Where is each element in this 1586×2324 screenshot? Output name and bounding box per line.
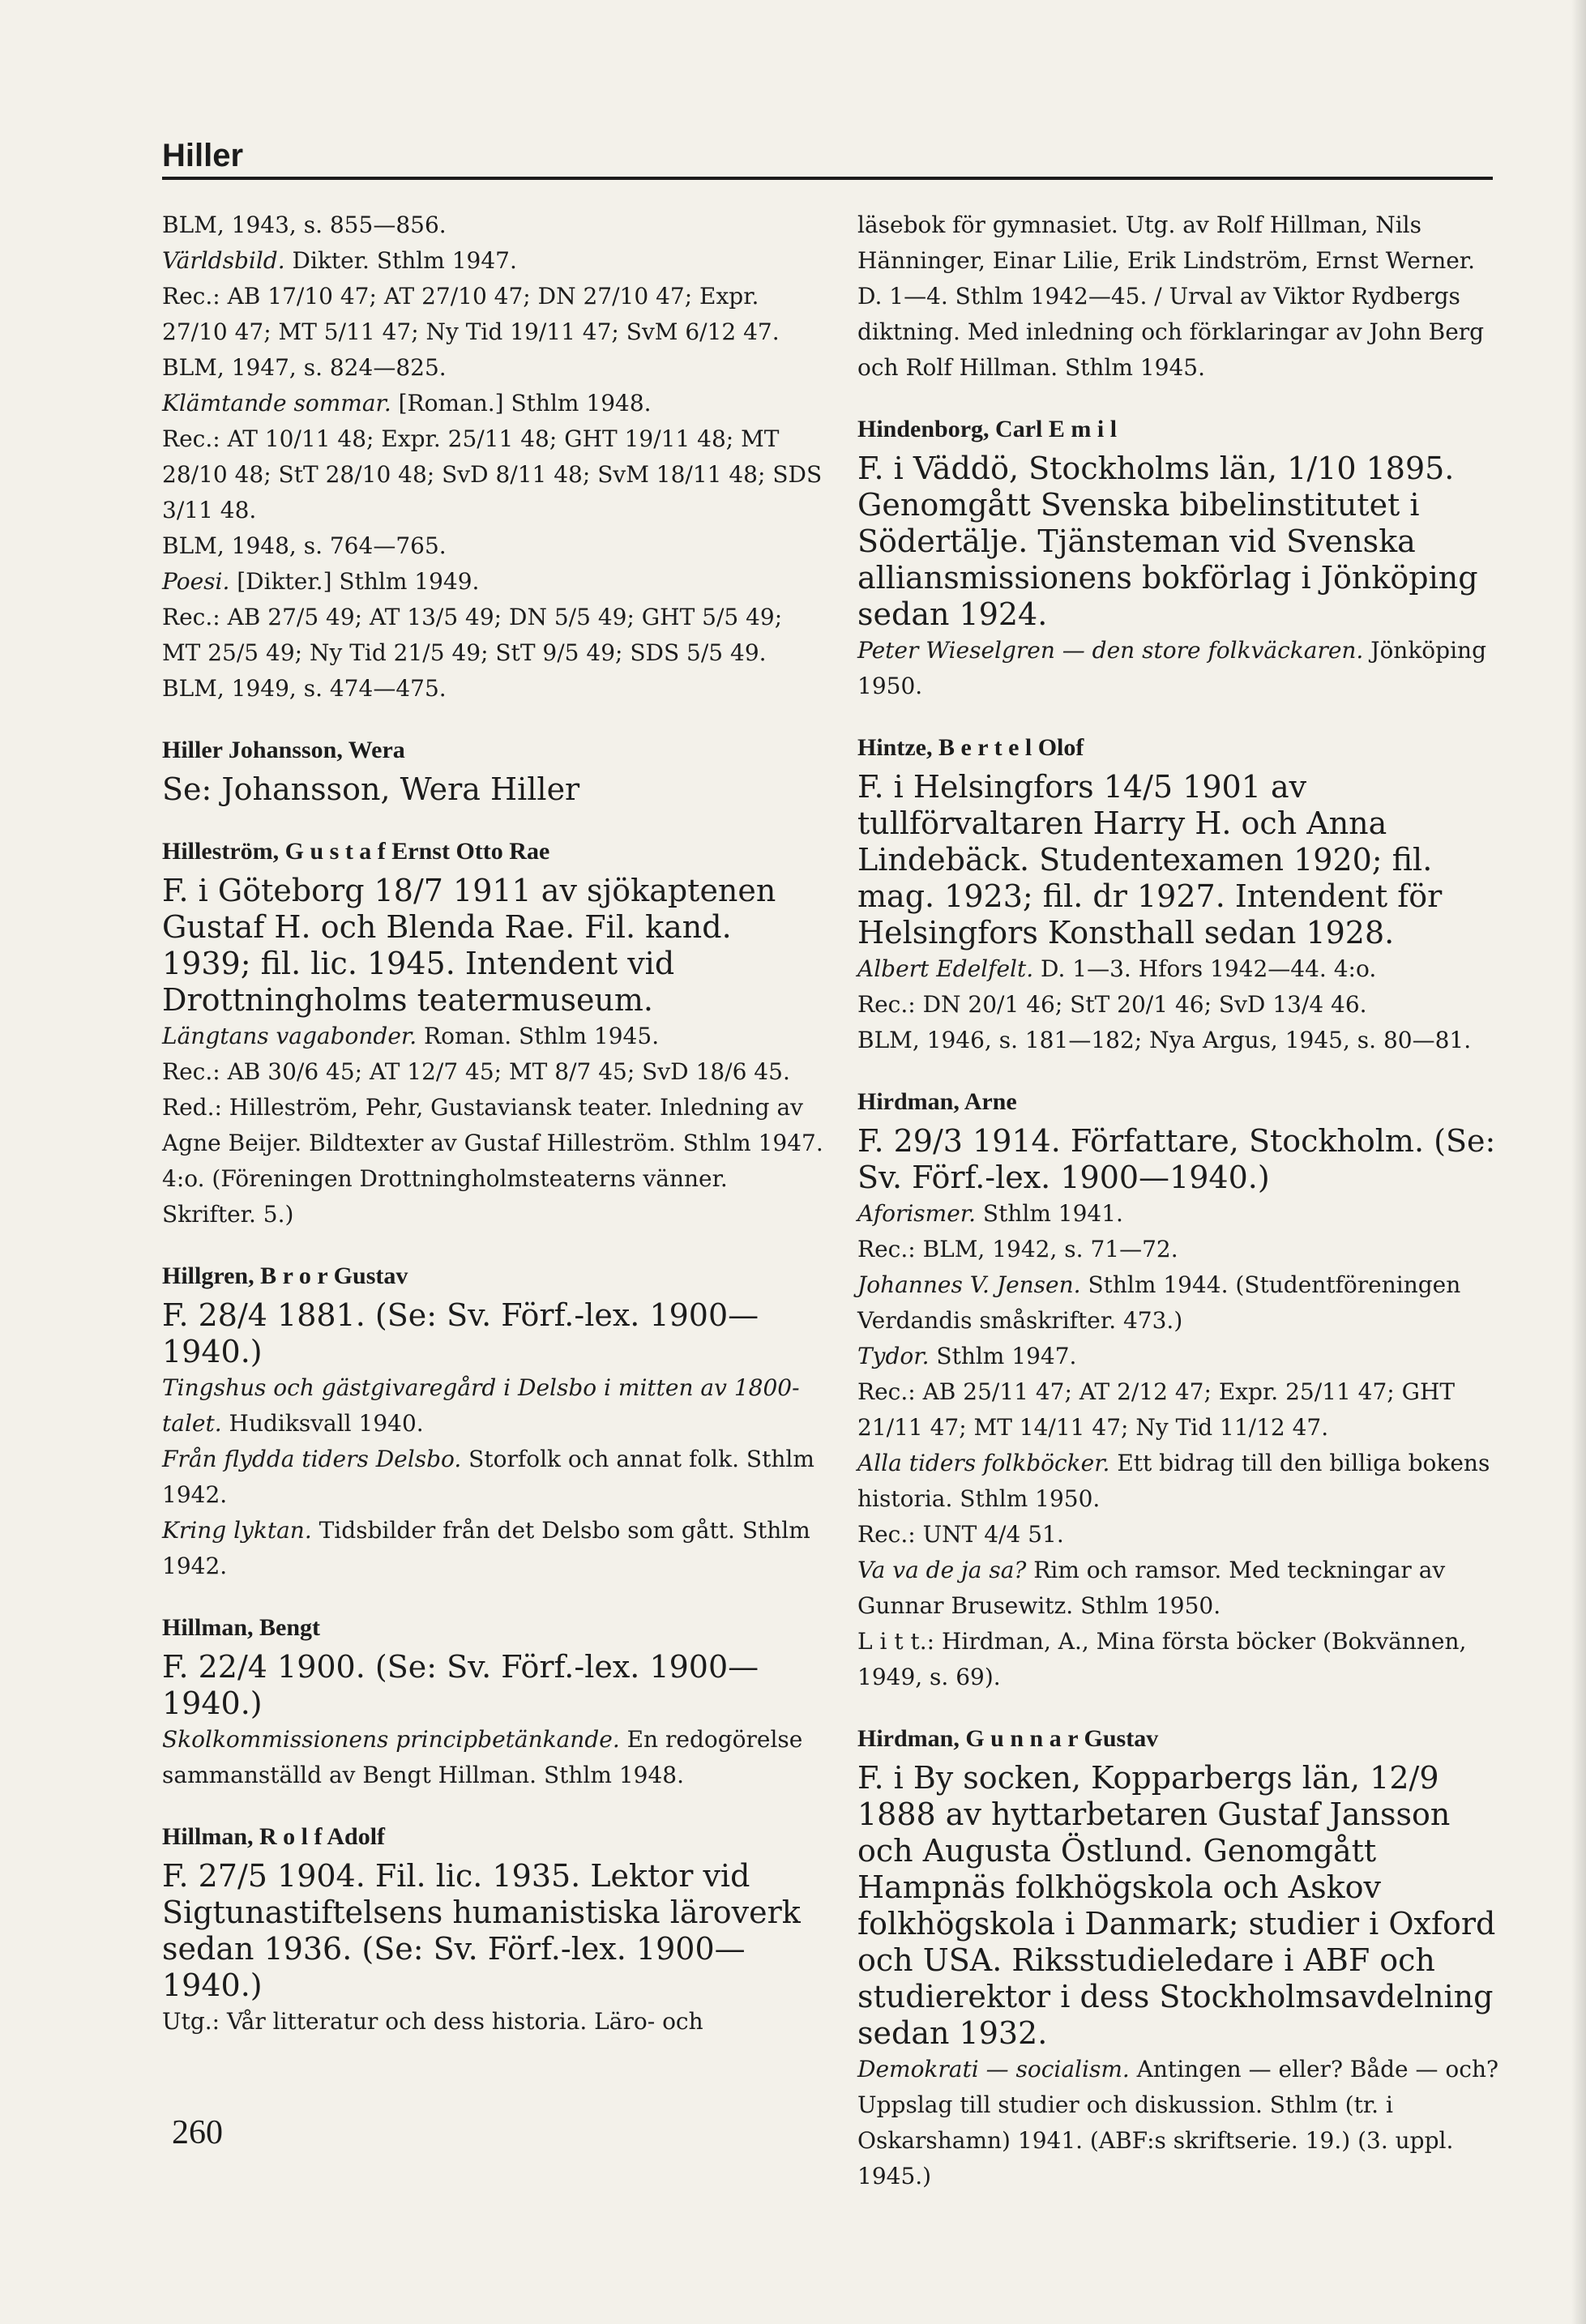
work-entry [857, 1553, 1506, 1624]
entry-biography: F. 29/3 1914. Författare, Stockholm. (Se: Sv. Förf.-lex. 1900—1940.) [857, 1123, 1496, 1195]
reference-line: Rec.: AB 27/5 49; AT 13/5 49; DN 5/5 49; GHT 5/5 49; MT 25/5 49; Ny Tid 21/5 49; StT 9/5 49; SDS 5/5 49. [162, 604, 783, 666]
work-entry [162, 386, 827, 421]
reference-line: BLM, 1949, s. 474—475. [162, 675, 447, 702]
entry-name: Hindenborg, Carl E m i l [857, 416, 1118, 442]
entry-biography: F. i Helsingfors 14/5 1901 av tullförvaltaren Harry H. och Anna Lindebäck. Studentexamen 1920; fil. mag. 1923; fil. dr 1927. Intendent för Helsingfors Konsthall sedan 1928. [857, 769, 1443, 951]
entry-name: Hintze, B e r t e l Olof [857, 734, 1084, 761]
work-entry [857, 2052, 1506, 2194]
work-entry [162, 243, 827, 279]
reference-line: L i t t.: Hirdman, A., Mina första böcker (Bokvännen, 1949, s. 69). [857, 1628, 1467, 1690]
entry-name: Hillman, Bengt [162, 1614, 321, 1641]
entry-name: Hillgren, B r o r Gustav [162, 1262, 408, 1289]
running-head-title: Hiller [162, 138, 244, 173]
reference-line: Utg.: Vår litteratur och dess historia. Läro- och [162, 2008, 703, 2035]
work-entry [162, 564, 827, 600]
work-details: [Roman.] Sthlm 1948. [391, 390, 652, 417]
reference-line: Red.: Hilleström, Pehr, Gustaviansk teater. Inledning av Agne Beijer. Bildtexter av Gustaf Hilleström. Sthlm 1947. 4:o. (Föreningen Drottningholmsteaterns vänner. Skrifter. 5.) [162, 1094, 823, 1228]
work-title: Längtans vagabonder. [162, 1023, 417, 1049]
work-title: Demokrati — socialism. [857, 2056, 1130, 2083]
work-title: Peter Wieselgren — den store folkväckaren. [857, 637, 1364, 664]
work-title: Albert Edelfelt. [857, 955, 1034, 982]
work-entry [162, 1722, 827, 1793]
work-title: Alla tiders folkböcker. [857, 1450, 1110, 1476]
entry-biography: F. i By socken, Kopparbergs län, 12/9 1888 av hyttarbetaren Gustaf Jansson och Augusta Östlund. Genomgått Hampnäs folkhögskola och Askov folkhögskola i Danmark; studier i Oxford och USA. Riksstudieledare i ABF och studierektor i dess Stockholmsavdelning sedan 1932. [857, 1760, 1496, 2051]
work-title: Tingshus och gästgivaregård i Delsbo i mitten av 1800-talet. [162, 1374, 800, 1437]
reference-line: Rec.: AB 25/11 47; AT 2/12 47; Expr. 25/11 47; GHT 21/11 47; MT 14/11 47; Ny Tid 11/12 47. [857, 1378, 1456, 1441]
reference-line: Rec.: AT 10/11 48; Expr. 25/11 48; GHT 19/11 48; MT 28/10 48; StT 28/10 48; SvD 8/11 48; SvM 18/11 48; SDS 3/11 48. [162, 425, 823, 523]
reference-line: BLM, 1946, s. 181—182; Nya Argus, 1945, s. 80—81. [857, 1027, 1472, 1053]
entry-biography: F. 22/4 1900. (Se: Sv. Förf.-lex. 1900—1940.) [162, 1649, 759, 1721]
page-number: 260 [172, 2114, 223, 2151]
work-entry [162, 1513, 827, 1584]
work-details: Antingen — eller? Både — och? Uppslag till studier och diskussion. Sthlm (tr. i Oskarshamn) 1941. (ABF:s skriftserie. 19.) (3. uppl. 1945.) [857, 2056, 1498, 2189]
reference-line: Rec.: UNT 4/4 51. [857, 1521, 1064, 1548]
work-details: Ett bidrag till den billiga bokens historia. Sthlm 1950. [857, 1450, 1490, 1512]
work-details: Storfolk och annat folk. Sthlm 1942. [162, 1446, 814, 1508]
entry-name: Hirdman, Arne [857, 1088, 1017, 1115]
entry-name: Hilleström, G u s t a f Ernst Otto Rae [162, 838, 550, 865]
entry-name: Hirdman, G u n n a r Gustav [857, 1725, 1159, 1752]
work-details: Rim och ramsor. Med teckningar av Gunnar Brusewitz. Sthlm 1950. [857, 1557, 1446, 1619]
work-title: Va va de ja sa? [857, 1557, 1027, 1583]
reference-line: BLM, 1947, s. 824—825. [162, 354, 447, 381]
work-title: Kring lyktan. [162, 1517, 312, 1544]
reference-line: Rec.: BLM, 1942, s. 71—72. [857, 1236, 1178, 1262]
entry-biography: F. i Göteborg 18/7 1911 av sjökaptenen Gustaf H. och Blenda Rae. Fil. kand. 1939; fil. lic. 1945. Intendent vid Drottningholms teatermuseum. [162, 873, 776, 1018]
running-head [162, 136, 1491, 175]
work-details: Sthlm 1947. [929, 1343, 1077, 1369]
work-details: Roman. Sthlm 1945. [417, 1023, 660, 1049]
work-details: Hudiksvall 1940. [221, 1410, 424, 1437]
work-title: Skolkommissionens principbetänkande. [162, 1726, 620, 1753]
work-entry [162, 1442, 827, 1513]
work-details: Sthlm 1944. (Studentföreningen Verdandis småskrifter. 473.) [857, 1271, 1461, 1334]
work-details: D. 1—3. Hfors 1942—44. 4:o. [1033, 955, 1377, 982]
work-details: Jönköping 1950. [857, 637, 1487, 699]
work-entry [162, 1370, 827, 1442]
entry-biography: F. 27/5 1904. Fil. lic. 1935. Lektor vid Sigtunastiftelsens humanistiska läroverk sedan 1936. (Se: Sv. Förf.-lex. 1900—1940.) [162, 1858, 801, 2003]
entry-name: Hiller Johansson, Wera [162, 737, 405, 763]
work-title: Tydor. [857, 1343, 930, 1369]
work-details: [Dikter.] Sthlm 1949. [229, 568, 480, 595]
work-details: En redogörelse sammanställd av Bengt Hillman. Sthlm 1948. [162, 1726, 803, 1788]
work-entry [857, 1196, 1506, 1232]
work-entry [162, 1019, 827, 1054]
right-column [857, 207, 1506, 2194]
work-entry [857, 1267, 1506, 1339]
reference-line: BLM, 1943, s. 855—856. [162, 211, 447, 238]
entry-biography: Se: Johansson, Wera Hiller [162, 771, 580, 807]
work-entry [857, 1339, 1506, 1374]
work-details: Tidsbilder från det Delsbo som gått. Sthlm 1942. [162, 1517, 810, 1579]
work-entry [857, 1446, 1506, 1517]
reference-line: Rec.: DN 20/1 46; StT 20/1 46; SvD 13/4 46. [857, 991, 1367, 1018]
work-entry [857, 951, 1506, 987]
work-title: Aforismer. [857, 1200, 976, 1227]
work-details: Sthlm 1941. [976, 1200, 1123, 1227]
left-column [162, 207, 827, 2040]
entry-biography: F. 28/4 1881. (Se: Sv. Förf.-lex. 1900—1940.) [162, 1297, 759, 1369]
work-entry [857, 633, 1506, 704]
reference-line: BLM, 1948, s. 764—765. [162, 532, 447, 559]
work-title: Världsbild. [162, 247, 285, 274]
work-title: Poesi. [162, 568, 230, 595]
reference-line: Rec.: AB 17/10 47; AT 27/10 47; DN 27/10 47; Expr. 27/10 47; MT 5/11 47; Ny Tid 19/11 47; SvM 6/12 47. [162, 283, 780, 345]
page-edge-shadow [1571, 0, 1586, 2324]
entry-name: Hillman, R o l f Adolf [162, 1823, 386, 1850]
work-title: Klämtande sommar. [162, 390, 391, 417]
header-rule [162, 177, 1493, 180]
work-title: Från flydda tiders Delsbo. [162, 1446, 462, 1472]
reference-line: läsebok för gymnasiet. Utg. av Rolf Hillman, Nils Hänninger, Einar Lilie, Erik Lindström, Ernst Werner. D. 1—4. Sthlm 1942—45. / Urval av Viktor Rydbergs diktning. Med inledning och förklaringar av John Berg och Rolf Hillman. Sthlm 1945. [857, 211, 1485, 381]
work-details: Dikter. Sthlm 1947. [284, 247, 517, 274]
reference-line: Rec.: AB 30/6 45; AT 12/7 45; MT 8/7 45; SvD 18/6 45. [162, 1058, 790, 1085]
entry-biography: F. i Väddö, Stockholms län, 1/10 1895. Genomgått Svenska bibelinstitutet i Södertälje. Tjänsteman vid Svenska alliansmissionens bokförlag i Jönköping sedan 1924. [857, 451, 1478, 632]
work-title: Johannes V. Jensen. [857, 1271, 1081, 1298]
